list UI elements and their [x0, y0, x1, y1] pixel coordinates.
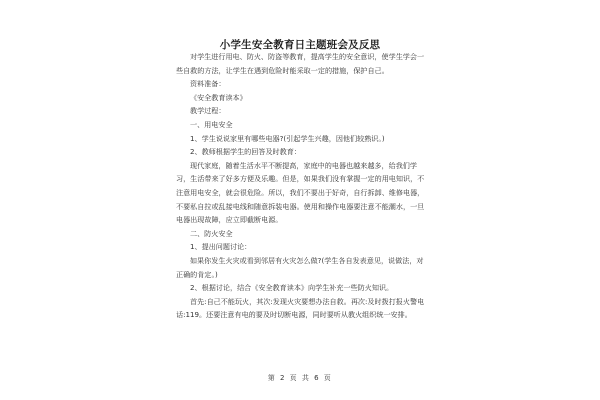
page-indicator: 第 2 页 共 6 页	[267, 374, 333, 382]
document-body	[176, 50, 428, 322]
process-heading: 教学过程：	[190, 106, 226, 116]
electricity-step-1: 1、学生说说家里有哪些电器?(引起学生兴趣，因他们较熟识。)	[190, 133, 385, 143]
materials-heading: 资料准备：	[190, 79, 226, 89]
fire-step-2: 2、根据讨论，结合《安全教育读本》向学生补充一些防火知识。	[190, 283, 394, 293]
document-title: 小学生安全教育日主题班会及反思	[219, 39, 381, 51]
section-heading-electricity: 一、用电安全	[190, 119, 233, 129]
fire-step-1: 1、提出问题讨论：	[190, 242, 252, 252]
materials-item: 《安全教育读本》	[190, 92, 247, 102]
fire-paragraph: 首先:自己不能玩火，其次:发现火灾要想办法自救。再次:及时拨打报火警电话:119。还要注意有电的要及时切断电源，同时要听从教火组织统一安排。	[176, 296, 425, 320]
electricity-step-2: 2、教师根据学生的回答及时教育：	[190, 147, 301, 157]
section-heading-fire: 二、防火安全	[190, 228, 233, 238]
intro-paragraph: 对学生进行用电、防火、防盗等教育，提高学生的安全意识，使学生学会一些自救的方法，让学生在遇到危险时能采取一定的措施，保护自己。	[176, 52, 425, 75]
fire-discussion: 如果你发生火灾或看到邻居有火灾怎么做?(学生各自发表意见，说做法，对正确的肯定。)	[176, 255, 424, 279]
electricity-paragraph: 现代家庭，随着生活水平不断提高，家庭中的电器也越来越多，给我们学习，生活带来了好多方便及乐趣。但是，如果我们没有掌握一定的用电知识，不注意用电安全，就会很危险。所以，我们不要出于好奇，自行拆卸、维修电器，不要私自拉或乱接电线和随意拆装电器。使用和操作电器要注意不能潮水，一旦电器出现故障，应立即截断电源。	[176, 160, 425, 225]
